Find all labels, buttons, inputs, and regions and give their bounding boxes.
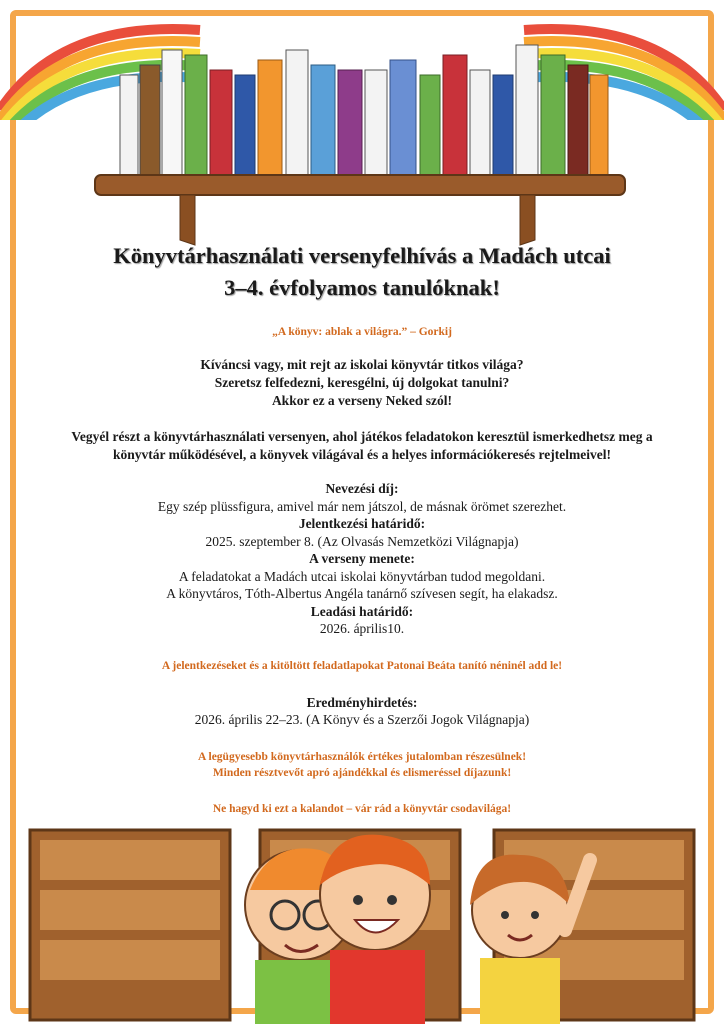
left-bookcase [30,830,230,1020]
results-label: Eredményhirdetés: [306,694,418,710]
gorkij-quote: „A könyv: ablak a világra.” – Gorkij [272,326,452,338]
adventure-note: Ne hagyd ki ezt a kalandot – vár rád a könyvtár csodavilága! [212,802,512,815]
prizes-note [30,749,694,781]
question-line: Akkor ez a verseny Neked szól! [271,393,453,408]
entry-fee-value: Egy szép plüssfigura, amivel már nem játszol, de másnak örömet szerezhet. [157,498,567,514]
library-kids-illustration [0,820,724,1024]
procedure-line: A feladatokat a Madách utcai iskolai könyvtárban tudod megoldani. [178,568,546,584]
registration-deadline-label: Jelentkezési határidő: [298,516,426,531]
title-line-2: 3–4. évfolyamos tanulóknak! [224,275,500,300]
intro-line: Vegyél részt a könyvtárhasználati versenyen, ahol játékos feladatokon keresztül ismerkedhetsz meg a [71,429,653,444]
books-row [120,45,608,175]
title-line-1: Könyvtárhasználati versenyfelhívás a Madách utcai [113,243,611,268]
intro-line: könyvtár működésével, a könyvek világával és a helyes információkeresés rejtelmeivel! [113,447,611,462]
submission-deadline-value: 2026. április10. [319,621,405,636]
procedure-label: A verseny menete: [309,551,415,566]
entry-fee-label: Nevezési díj: [325,481,399,496]
poster-content [30,240,694,867]
registration-deadline-value: 2025. szeptember 8. (Az Olvasás Nemzetközi Világnapja) [205,533,519,549]
wooden-shelf [95,175,625,195]
procedure-line: A könyvtáros, Tóth-Albertus Angéla tanárnő szívesen segít, ha elakadsz. [166,586,558,601]
question-line: Szeretsz felfedezni, keresgélni, új dolgokat tanulni? [214,375,510,390]
prize-line: Minden résztvevőt apró ajándékkal és elismeréssel díjazunk! [212,766,512,779]
prize-line: A legügyesebb könyvtárhasználók értékes jutalomban részesülnek! [197,750,527,763]
bookshelf-illustration [90,30,630,255]
question-line: Kíváncsi vagy, mit rejt az iskolai könyvtár titkos világa? [200,357,524,372]
intro-paragraph [30,428,694,464]
page-title [30,240,694,304]
submit-note: A jelentkezéseket és a kitöltött feladatlapokat Patonai Beáta tanító néninél add le! [161,659,563,672]
question-block [30,356,694,410]
results-value: 2026. április 22–23. (A Könyv és a Szerzői Jogok Világnapja) [194,712,530,727]
competition-details [30,480,694,638]
results-section [30,694,694,729]
submission-deadline-label: Leadási határidő: [310,603,414,619]
kid-boy-redhair [320,835,430,1024]
